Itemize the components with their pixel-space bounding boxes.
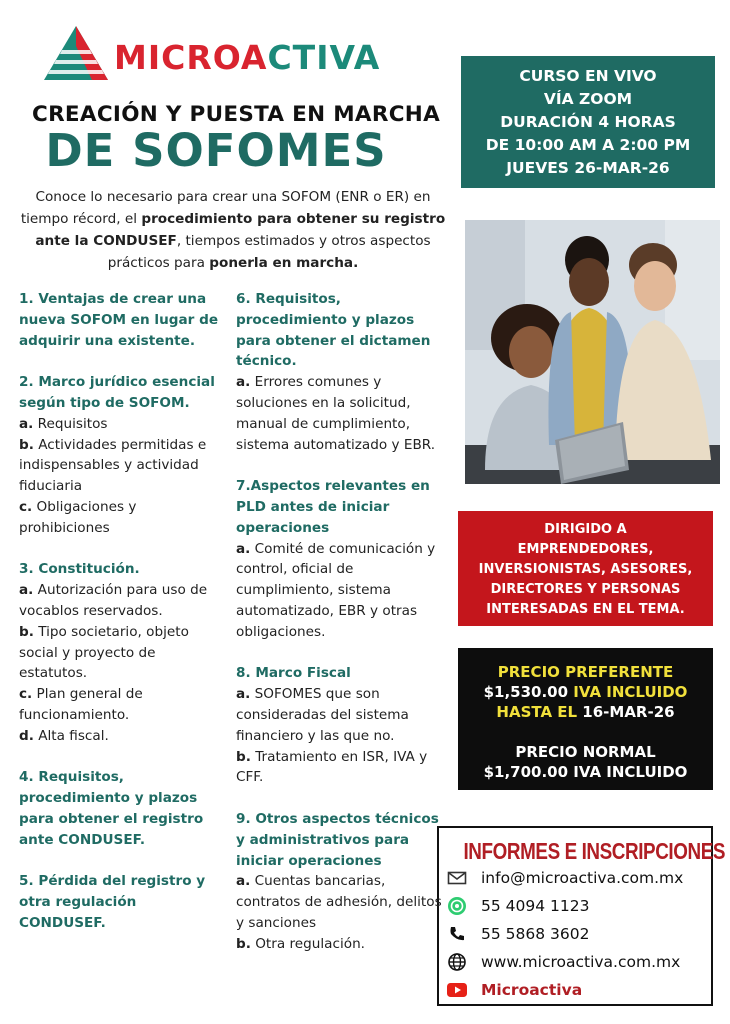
normal-price-label: PRECIO NORMAL (515, 743, 656, 761)
preferred-price-deadline: HASTA EL 16-MAR-26 (496, 703, 675, 721)
brand-name: MICROACTIVA (114, 38, 381, 77)
agenda-column-left (19, 289, 224, 955)
contact-title: INFORMES E INSCRIPCIONES (463, 838, 726, 864)
agenda-section-2: 2. Marco jurídico esencial según tipo de SOFOM. a. Requisitos b. Actividades permitidas e indispensables y actividad fiduciaria c. Obligaciones y prohibiciones (19, 374, 215, 536)
whatsapp-icon (447, 896, 467, 916)
agenda-section-4: 4. Requisitos, procedimiento y plazos para obtener el registro ante CONDUSEF. (19, 769, 204, 848)
preferred-price-label: PRECIO PREFERENTE (497, 663, 674, 681)
price-box (458, 648, 713, 790)
agenda-section-3: 3. Constitución. a. Autorización para uso de vocablos reservados. b. Tipo societario, objeto social y proyecto de estatutos. c. Plan general de funcionamiento. d. Alta fiscal. (19, 561, 208, 744)
course-info-box: CURSO EN VIVO VÍA ZOOM DURACIÓN 4 HORAS DE 10:00 AM A 2:00 PM JUEVES 26-MAR-26 (461, 56, 715, 188)
agenda-section-1: 1. Ventajas de crear una nueva SOFOM en lugar de adquirir una existente. (19, 291, 219, 349)
brand-logo (42, 24, 422, 86)
pyramid-logo-icon (42, 24, 110, 82)
contact-whatsapp[interactable]: 55 4094 1123 (447, 894, 589, 918)
agenda-section-6: 6. Requisitos, procedimiento y plazos para obtener el dictamen técnico. a. Errores comunes y soluciones en la solicitud, manual de cumplimiento, sistema automatizado y EBR. (236, 291, 436, 453)
youtube-icon (447, 980, 467, 1000)
title-line2: DE SOFOMES (45, 124, 387, 177)
contact-box (437, 826, 726, 1006)
agenda-section-5: 5. Pérdida del registro y otra regulación CONDUSEF. (19, 873, 206, 931)
contact-youtube[interactable]: Microactiva (447, 978, 582, 1002)
email-icon (447, 868, 467, 888)
intro-paragraph: Conoce lo necesario para crear una SOFOM (ENR o ER) en tiempo récord, el procedimiento para obtener su registro ante la CONDUSEF, tiempos estimados y otros aspectos prácticos para ponerla en marcha. (20, 189, 446, 271)
audience-box: DIRIGIDO A EMPRENDEDORES, INVERSIONISTAS, ASESORES, DIRECTORES Y PERSONAS INTERESADAS EN EL TEMA. (458, 511, 713, 626)
normal-price: $1,700.00 IVA INCLUIDO (483, 763, 688, 781)
contact-email[interactable]: info@microactiva.com.mx (447, 866, 683, 890)
agenda-section-9: 9. Otros aspectos técnicos y administrativos para iniciar operaciones a. Cuentas bancarias, contratos de adhesión, delitos y sanciones b. Otra regulación. (236, 810, 442, 952)
contact-phone[interactable]: 55 5868 3602 (447, 922, 589, 946)
globe-icon (447, 952, 467, 972)
contact-website[interactable]: www.microactiva.com.mx (447, 950, 680, 974)
agenda-section-7: 7.Aspectos relevantes en PLD antes de iniciar operaciones a. Comité de comunicación y control, oficial de cumplimiento, sistema automatizado, EBR y otras obligaciones. (236, 478, 436, 640)
agenda-column-right (236, 289, 446, 975)
phone-icon (447, 924, 467, 944)
title-line1: CREACIÓN Y PUESTA EN MARCHA (31, 102, 441, 127)
preferred-price: $1,530.00 IVA INCLUIDO (483, 683, 688, 701)
agenda-section-8: 8. Marco Fiscal a. SOFOMES que son consideradas del sistema financiero y las que no. b. Tratamiento en ISR, IVA y CFF. (236, 665, 428, 786)
team-photo (465, 220, 720, 484)
